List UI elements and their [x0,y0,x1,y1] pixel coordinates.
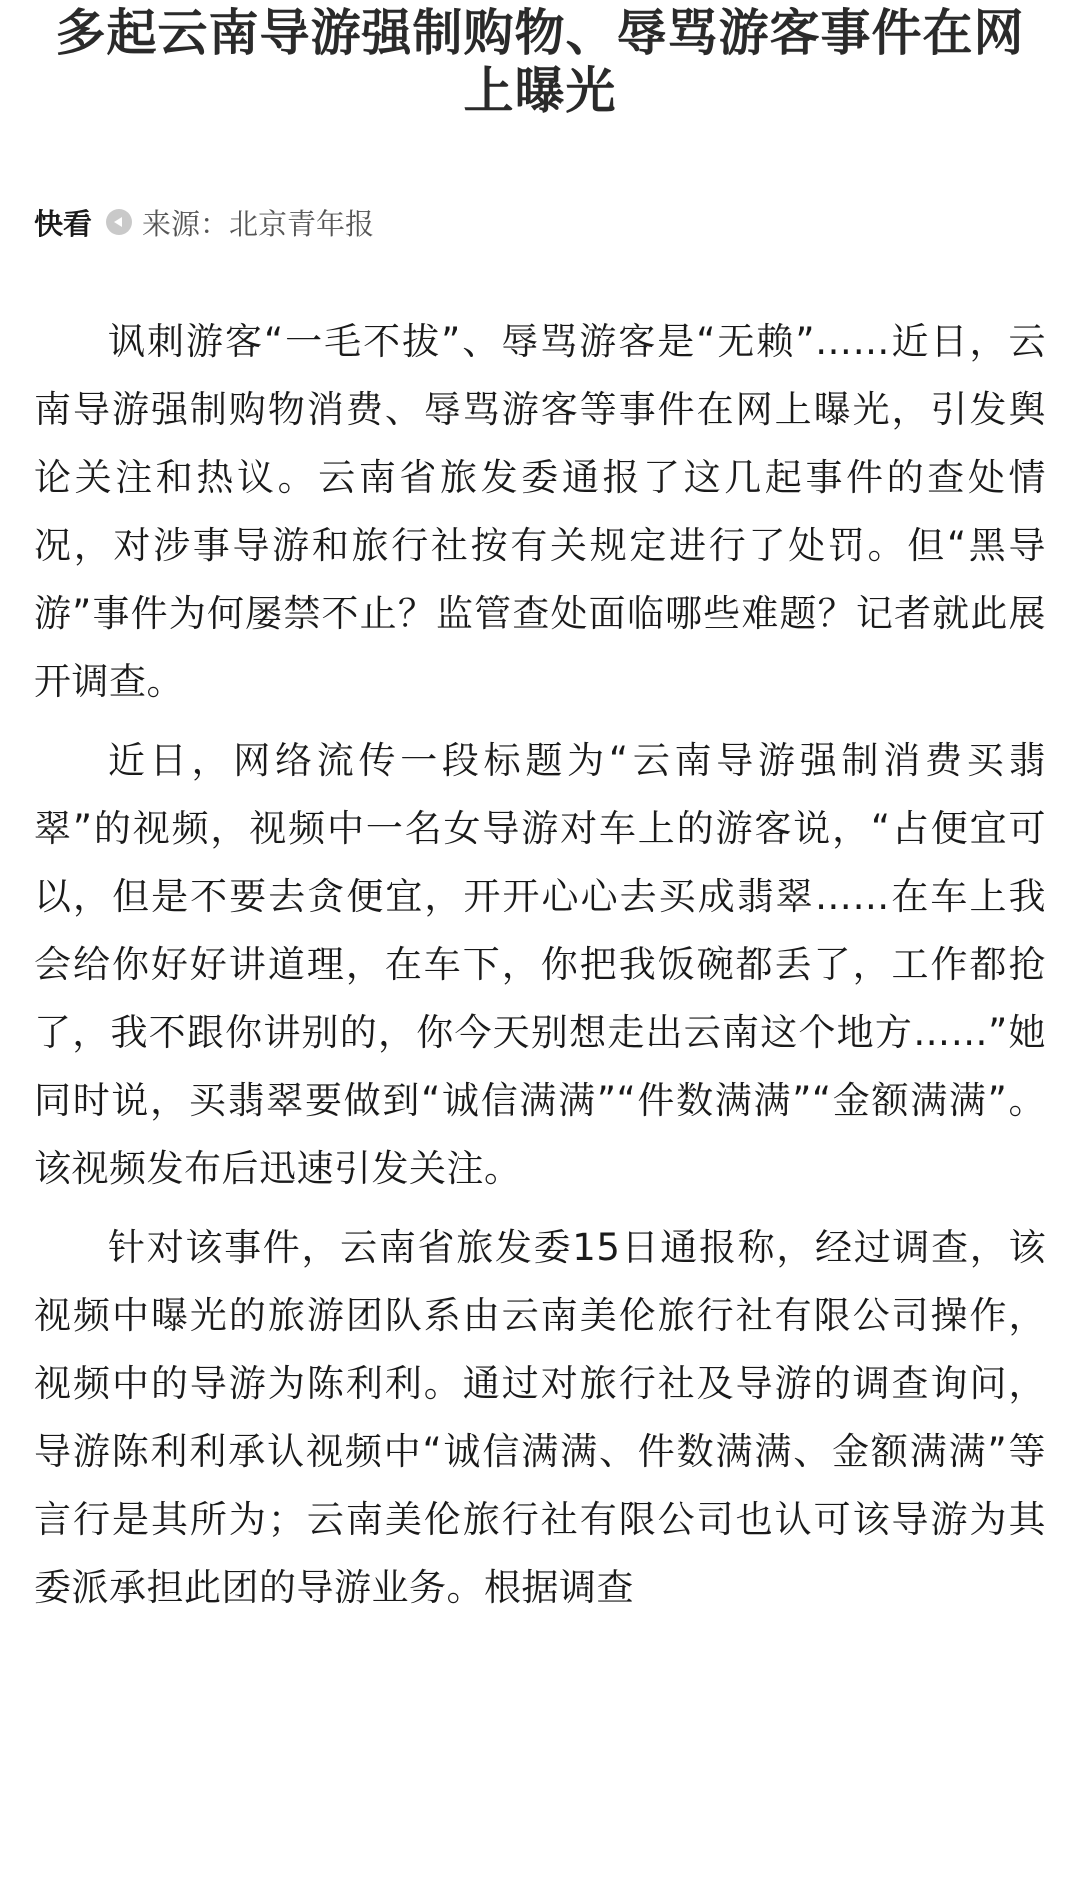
article-body [34,308,1046,1622]
paragraph: 针对该事件，云南省旅发委15日通报称，经过调查，该视频中曝光的旅游团队系由云南美伦旅行社有限公司操作，视频中的导游为陈利利。通过对旅行社及导游的调查询问，导游陈利利承认视频中“诚信满满、件数满满、金额满满”等言行是其所为；云南美伦旅行社有限公司也认可该导游为其委派承担此团的导游业务。根据调查 [34,1226,1046,1609]
article-source: 来源：北京青年报 [142,206,375,241]
share-icon[interactable] [106,209,132,235]
author-link[interactable]: 快看 [34,206,93,241]
paragraph: 近日，网络流传一段标题为“云南导游强制消费买翡翠”的视频，视频中一名女导游对车上的游客说，“占便宜可以，但是不要去贪便宜，开开心心去买成翡翠……在车上我会给你好好讲道理，在车下，你把我饭碗都丢了，工作都抢了，我不跟你讲别的，你今天别想走出云南这个地方……”她同时说，买翡翠要做到“诚信满满”“件数满满”“金额满满”。该视频发布后迅速引发关注。 [34,739,1046,1190]
article-meta [34,202,1046,242]
paragraph: 讽刺游客“一毛不拔”、辱骂游客是“无赖”……近日，云南导游强制购物消费、辱骂游客等事件在网上曝光，引发舆论关注和热议。云南省旅发委通报了这几起事件的查处情况，对涉事导游和旅行社按有关规定进行了处罚。但“黑导游”事件为何屡禁不止？监管查处面临哪些难题？记者就此展开调查。 [34,320,1046,703]
article-title: 多起云南导游强制购物、辱骂游客事件在网上曝光 [55,4,1025,120]
